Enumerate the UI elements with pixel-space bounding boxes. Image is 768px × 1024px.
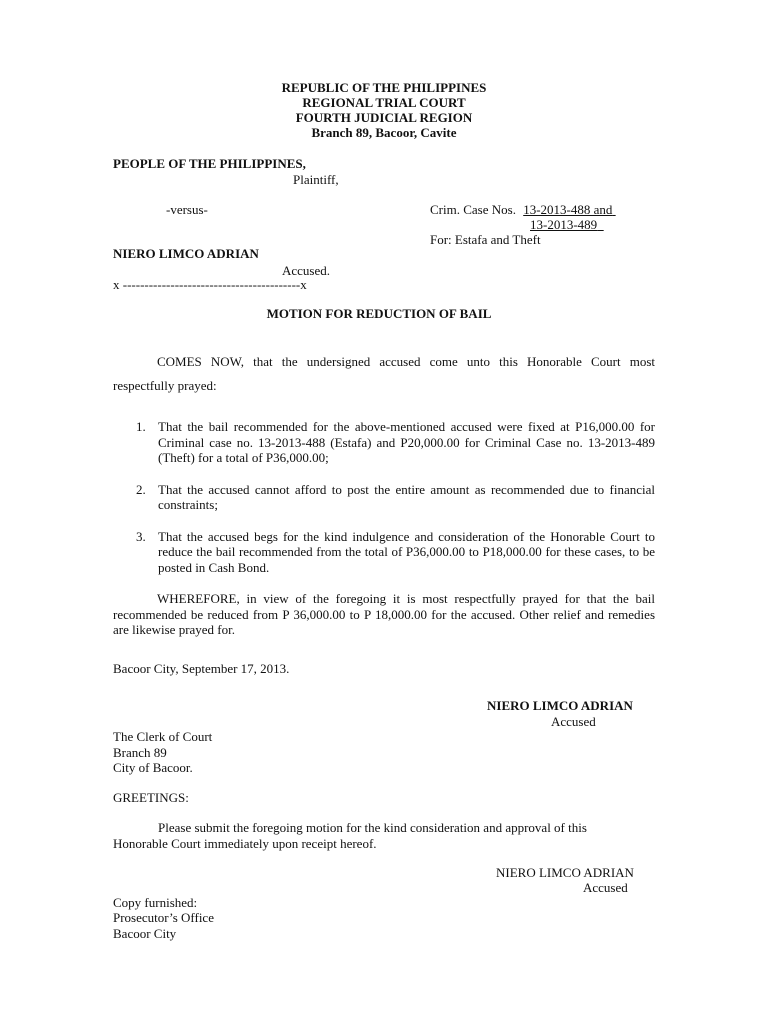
copy-furnished-line-1: Prosecutor’s Office <box>113 910 214 925</box>
caption-separator: x -----------------------------------------x <box>113 277 307 292</box>
signature-role-2: Accused <box>583 880 628 895</box>
case-number-1-underline-tail <box>612 202 615 217</box>
list-item <box>136 419 655 466</box>
list-item-text: That the accused cannot afford to post the entire amount as recommended due to financial constraints; <box>158 481 655 512</box>
plaintiff-role: Plaintiff, <box>293 172 339 187</box>
copy-furnished-line-2: Bacoor City <box>113 926 177 941</box>
case-number-2: 13-2013-489 <box>530 217 598 232</box>
signature-role: Accused <box>551 714 596 729</box>
signature-name-2: NIERO LIMCO ADRIAN <box>496 865 634 880</box>
case-number-label: Crim. Case Nos. <box>430 202 516 217</box>
accused-name: NIERO LIMCO ADRIAN <box>113 246 259 261</box>
wherefore-paragraph: WHEREFORE, in view of the foregoing it is most respectfully prayed for that the bail recommended be reduced from P 36,000.00 to P 18,000.00 for the accused. Other relief and remedies are likewise prayed for. <box>113 591 655 637</box>
list-item-number: 1. <box>136 419 146 434</box>
header-republic: REPUBLIC OF THE PHILIPPINES <box>281 80 487 95</box>
greetings: GREETINGS: <box>113 790 189 805</box>
addressee-line-3: City of Bacoor. <box>113 760 193 775</box>
case-number-1: 13-2013-488 and <box>523 202 613 217</box>
list-item-text: That the accused begs for the kind indulgence and consideration of the Honorable Court to reduce the bail recommended from the total of P36,000.00 to P18,000.00 for these cases, to be posted in Cash Bond. <box>158 528 655 575</box>
copy-furnished-label: Copy furnished: <box>113 895 198 910</box>
case-number-block <box>430 202 616 218</box>
addressee-line-2: Branch 89 <box>113 745 167 760</box>
plaintiff-name: PEOPLE OF THE PHILIPPINES, <box>113 156 306 171</box>
intro-paragraph: COMES NOW, that the undersigned accused come unto this Honorable Court most respectfully prayed: <box>113 354 655 393</box>
accused-role: Accused. <box>282 263 331 278</box>
signature-name: NIERO LIMCO ADRIAN <box>487 698 633 713</box>
addressee-line-1: The Clerk of Court <box>113 729 213 744</box>
list-item-text: That the bail recommended for the above-mentioned accused were fixed at P16,000.00 for Criminal case no. 13-2013-488 (Estafa) and P20,000.00 for Criminal Case no. 13-2013-489 (Theft) for a total of P36,000.00; <box>158 419 655 465</box>
list-item-number: 3. <box>136 528 146 544</box>
prayer-list <box>136 419 655 575</box>
header-region: FOURTH JUDICIAL REGION <box>295 110 473 125</box>
date-line: Bacoor City, September 17, 2013. <box>113 661 290 676</box>
list-item-number: 2. <box>136 481 146 497</box>
request-paragraph: Please submit the foregoing motion for the kind consideration and approval of this Honorable Court immediately upon receipt hereof. <box>113 820 587 851</box>
motion-title: MOTION FOR REDUCTION OF BAIL <box>266 306 492 321</box>
list-item <box>136 482 655 513</box>
offense-line: For: Estafa and Theft <box>430 232 541 247</box>
header-branch: Branch 89, Bacoor, Cavite <box>311 125 457 140</box>
case-number-2-wrap <box>530 217 604 233</box>
header-court: REGIONAL TRIAL COURT <box>302 95 466 110</box>
list-item <box>136 529 655 576</box>
versus-label: -versus- <box>166 202 208 217</box>
